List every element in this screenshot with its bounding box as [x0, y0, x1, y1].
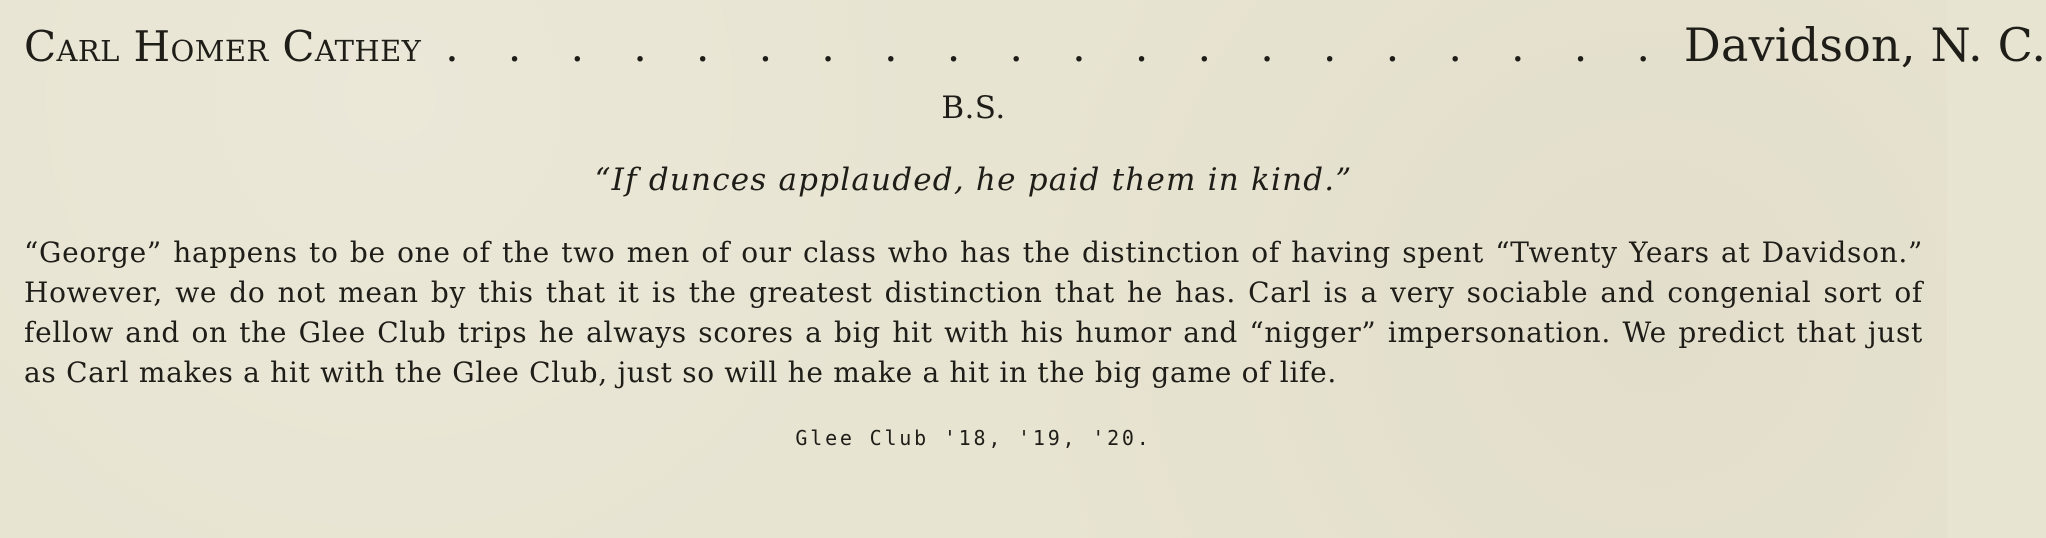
hometown-location: Davidson, N. C.	[1683, 18, 2046, 72]
degree: B.S.	[941, 90, 1006, 126]
activities-line: Glee Club '18, '19, '20.	[795, 426, 1152, 450]
biography-paragraph: “George” happens to be one of the two men of our class who has the distinction of having spent “Twenty Years at Davidson.” However, we do not mean by this that it is the greatest distinction that he has. Carl is a very sociable and congenial sort of fellow and on the Glee Club trips he always scores a big hit with his humor and “nigger” impersonation. We predict that just as Carl makes a hit with the Glee Club, just so will he make a hit in the big game of life.	[24, 236, 1923, 389]
entry-header	[24, 18, 2046, 80]
student-name: Carl Homer Cathey	[24, 22, 422, 71]
dot-leaders: . . . . . . . . . . . . . . . . . . . .	[445, 22, 1668, 71]
student-quote: “If dunces applauded, he paid them in kind.”	[594, 162, 1353, 198]
